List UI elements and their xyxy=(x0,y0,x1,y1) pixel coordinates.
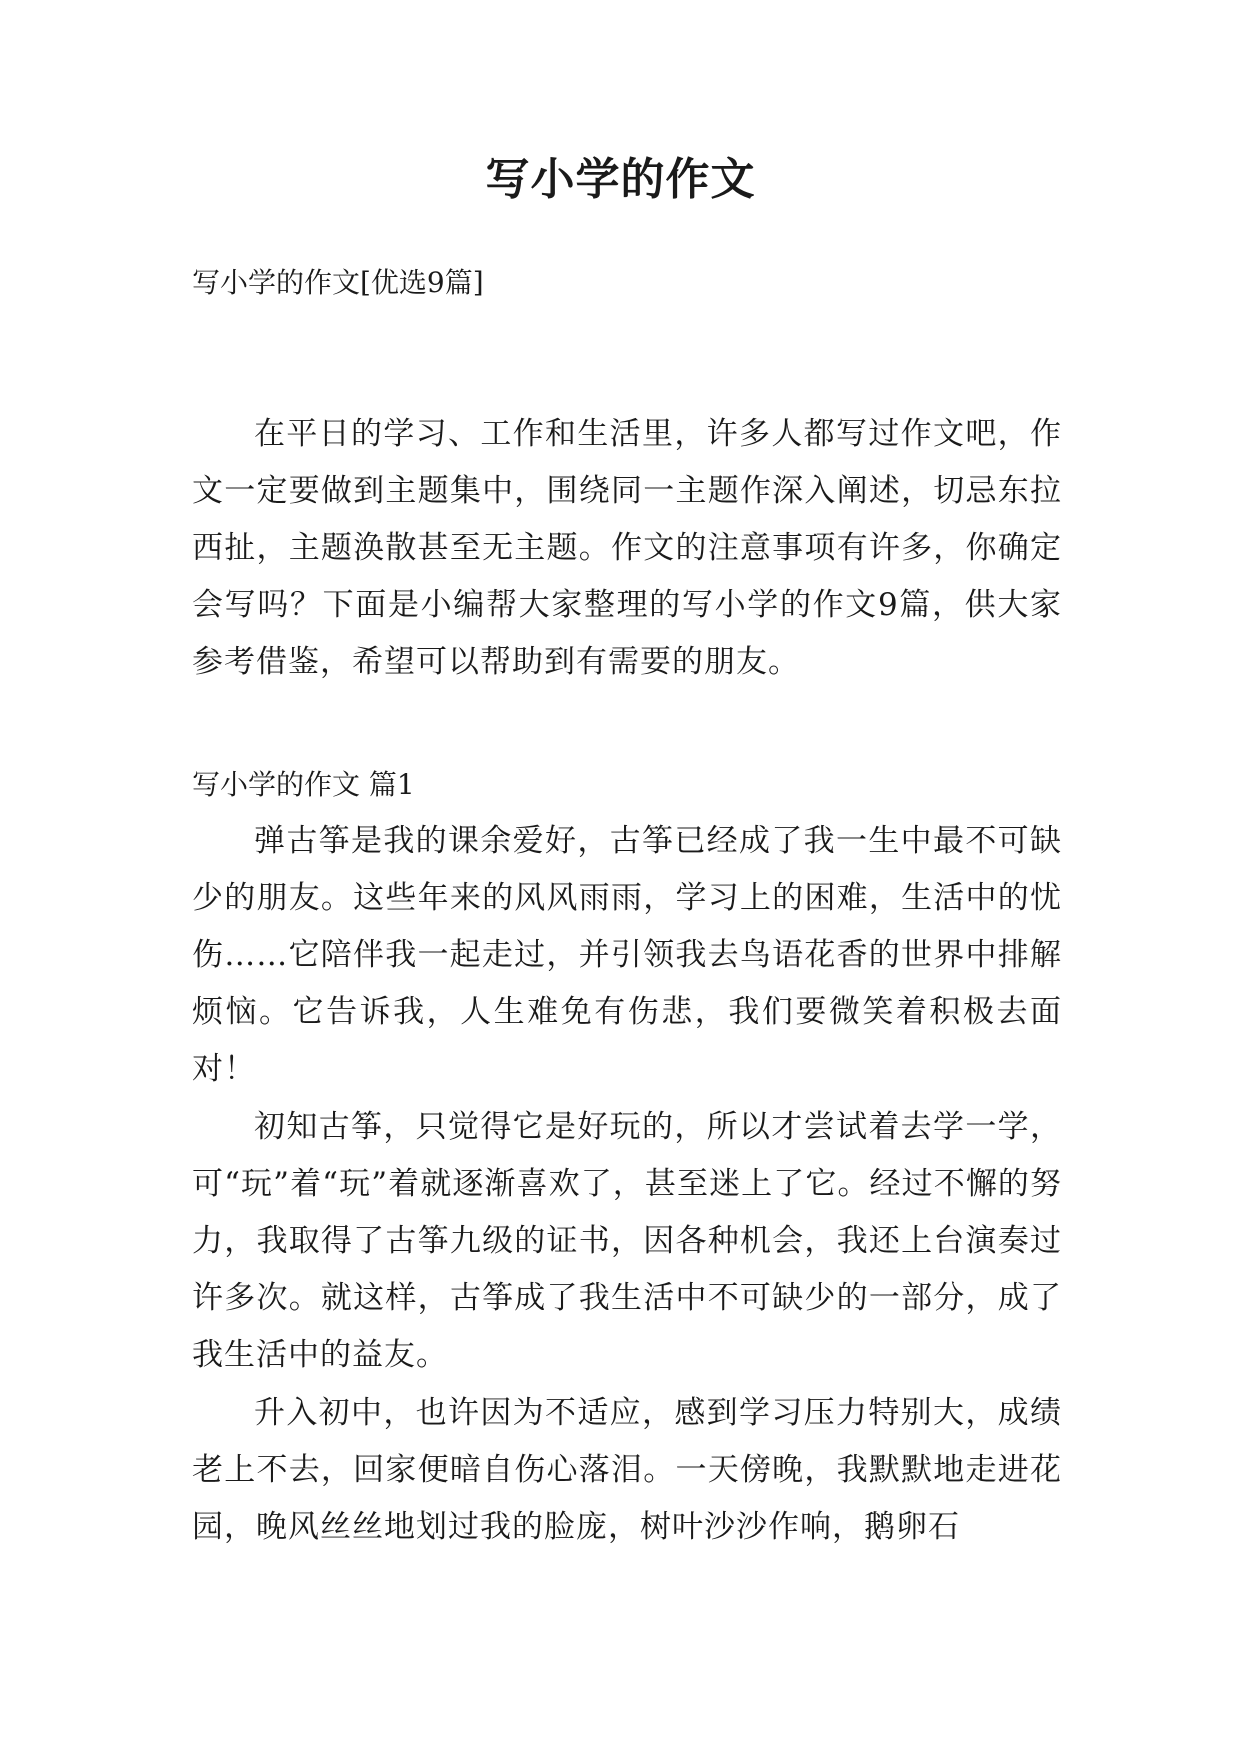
essay-body xyxy=(192,813,1062,1556)
essay-paragraph-1: 弹古筝是我的课余爱好，古筝已经成了我一生中最不可缺少的朋友。这些年来的风风雨雨，学习上的困难，生活中的忧伤……它陪伴我一起走过，并引领我去鸟语花香的世界中排解烦恼。它告诉我，人生难免有伤悲，我们要微笑着积极去面对！ xyxy=(192,823,1062,1087)
intro-block xyxy=(192,406,1062,691)
document-title: 写小学的作文 xyxy=(485,154,756,205)
document-subtitle: 写小学的作文[优选9篇] xyxy=(192,266,484,299)
essay-paragraph-2: 初知古筝，只觉得它是好玩的，所以才尝试着去学一学，可“玩”着“玩”着就逐渐喜欢了，甚至迷上了它。经过不懈的努力，我取得了古筝九级的证书，因各种机会，我还上台演奏过许多次。就这样，古筝成了我生活中不可缺少的一部分，成了我生活中的益友。 xyxy=(192,1109,1062,1373)
section-heading: 写小学的作文 篇1 xyxy=(192,768,415,801)
intro-paragraph: 在平日的学习、工作和生活里，许多人都写过作文吧，作文一定要做到主题集中，围绕同一主题作深入阐述，切忌东拉西扯，主题涣散甚至无主题。作文的注意事项有许多，你确定会写吗？下面是小编帮大家整理的写小学的作文9篇，供大家参考借鉴，希望可以帮助到有需要的朋友。 xyxy=(192,416,1062,680)
essay-paragraph-3: 升入初中，也许因为不适应，感到学习压力特别大，成绩老上不去，回家便暗自伤心落泪。一天傍晚，我默默地走进花园，晚风丝丝地划过我的脸庞，树叶沙沙作响，鹅卵石 xyxy=(192,1395,1062,1545)
